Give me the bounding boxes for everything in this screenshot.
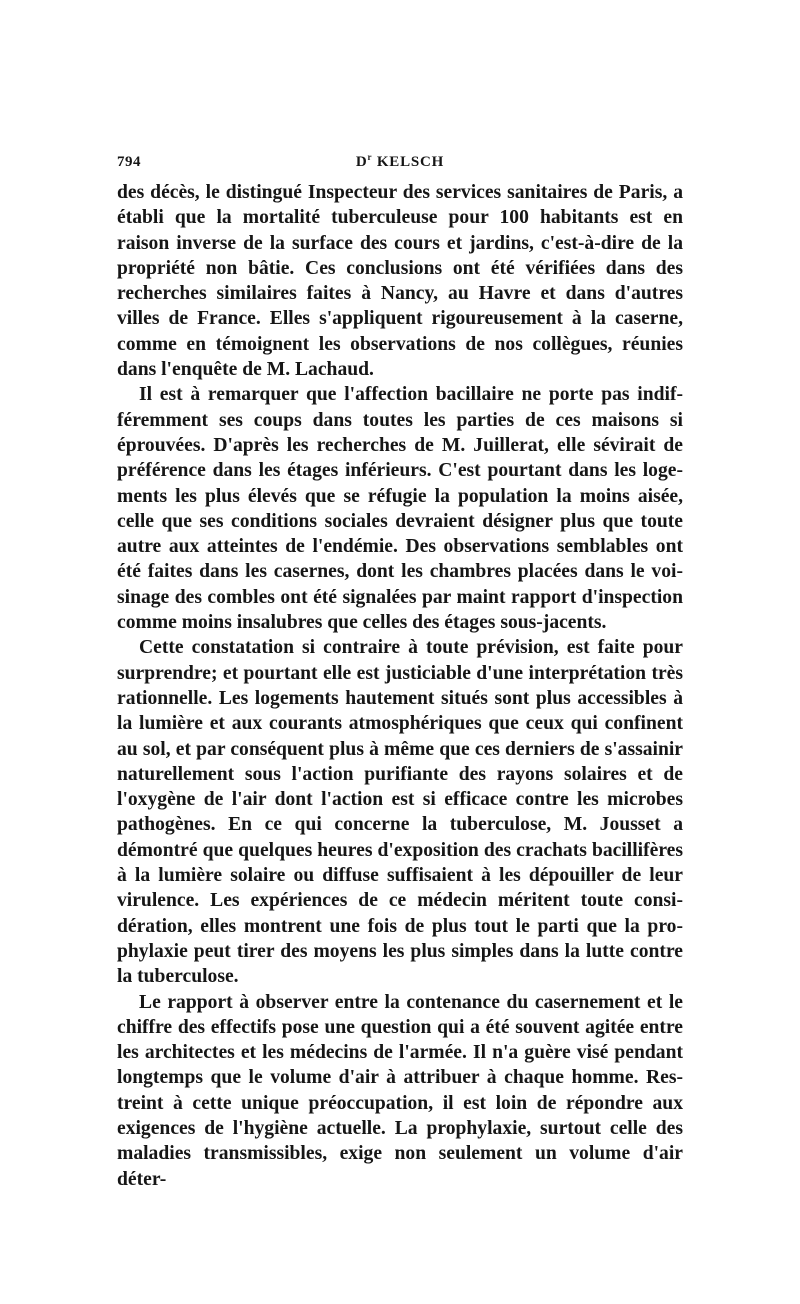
author-prefix: D xyxy=(355,154,368,170)
author-suffix: r xyxy=(367,152,373,162)
author-name: KELSCH xyxy=(376,154,445,170)
running-header xyxy=(117,146,683,180)
page-number: 794 xyxy=(117,154,141,170)
paragraph-continued: des décès, le distingué Inspecteur des services sanitaires de Paris, a établi que la mortalité tuberculeuse pour 100 habitants est en raison inverse de la surface des cours et jardins, c'est-à-dire de la propriété non bâtie. Ces conclusions ont été vérifiées dans des recherches similaires faites à Nancy, au Havre et dans d'autres villes de France. Elles s'appliquent rigoureusement à la caserne, comme en témoignent les observations de nos collègues, réunies dans l'enquête de M. Lachaud. xyxy=(117,182,683,381)
body-text xyxy=(117,180,683,1192)
paragraph: Cette constatation si contraire à toute prévision, est faite pour surprendre; et pourtant elle est justiciable d'une interprétation très rationnelle. Les logements hautement situés sont plus accessibles à la lumière et aux courants atmosphériques que ceux qui confinent au sol, et par conséquent plus à même que ces derniers de s'assainir naturellement sous l'action purifiante des rayons solaires et de l'oxygène de l'air dont l'action est si efficace contre les microbes pathogènes. En ce qui concerne la tuberculose, M. Jousset a démontré que quelques heures d'exposition des crachats bacillifères à la lumière solaire ou diffuse suffisaient à les dépouiller de leur virulence. Les expériences de ce médecin méritent toute considération, elles montrent une fois de plus tout le parti que la prophylaxie peut tirer des moyens les plus simples dans la lutte contre la tuberculose. xyxy=(117,637,683,988)
running-head-author xyxy=(117,154,683,171)
book-page xyxy=(117,146,683,1192)
paragraph: Il est à remarquer que l'affection bacillaire ne porte pas indifféremment ses coups dans toutes les parties de ces maisons si éprouvées. D'après les recherches de M. Juillerat, elle sévirait de préférence dans les étages inférieurs. C'est pourtant dans les logements les plus élevés que se réfugie la population la moins aisée, celle que ses conditions sociales devraient désigner plus que toute autre aux atteintes de l'endémie. Des observations semblables ont été faites dans les casernes, dont les chambres placées dans le voisinage des combles ont été signalées par maint rapport d'inspection comme moins insalubres que celles des étages sous-jacents. xyxy=(117,384,683,634)
paragraph: Le rapport à observer entre la contenance du casernement et le chiffre des effectifs pose une question qui a été souvent agitée entre les architectes et les médecins de l'armée. Il n'a guère visé pendant longtemps que le volume d'air à attribuer à chaque homme. Restreint à cette unique préoccupation, il est loin de répondre aux exigences de l'hygiène actuelle. La prophylaxie, surtout celle des maladies transmissibles, exige non seulement un volume d'air déter- xyxy=(117,991,683,1190)
